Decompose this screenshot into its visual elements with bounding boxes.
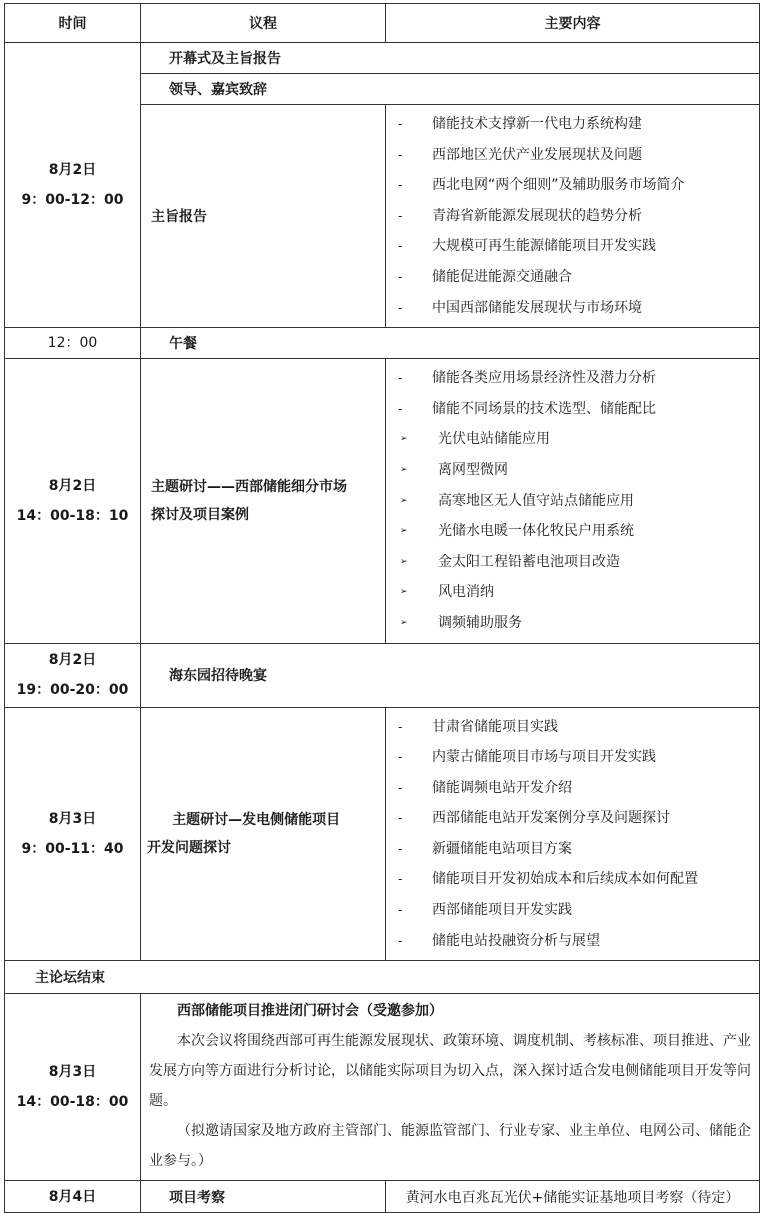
banquet-row <box>5 643 760 707</box>
list-item <box>386 742 759 773</box>
list-item <box>386 926 759 957</box>
block2-row <box>5 359 760 643</box>
banquet-time-cell <box>5 643 141 707</box>
arrow-bullet-icon: ➢ <box>400 617 408 628</box>
list-item-text: 光储水电暖一体化牧民户用系统 <box>438 523 634 540</box>
block1-time-cell <box>5 43 141 328</box>
block4-date: 8月3日 <box>48 1064 97 1081</box>
block4-content <box>141 994 760 1181</box>
lunch-row <box>5 328 760 359</box>
block4-paragraph: 本次会议将围绕西部可再生能源发展现状、政策环境、调度机制、考核标准、项目推进、产业发展方向等方面进行分析讨论，以储能实际项目为切入点，深入探讨适合发电侧储能项目开发等问题。 <box>149 1033 751 1110</box>
list-item <box>386 262 759 293</box>
block4-time: 14：00-18：00 <box>16 1094 129 1111</box>
header-content: 主要内容 <box>386 4 760 43</box>
lunch-time: 12：00 <box>5 328 141 359</box>
block3-time: 9：00-11：40 <box>21 840 124 857</box>
list-item-text: 西部地区光伏产业发展现状及问题 <box>432 146 642 163</box>
header-time: 时间 <box>5 4 141 43</box>
list-item <box>386 577 759 608</box>
dash-bullet-icon: - <box>398 401 403 416</box>
dash-bullet-icon: - <box>398 147 403 162</box>
list-item-text: 西部储能电站开发案例分享及问题探讨 <box>432 810 670 827</box>
list-item <box>386 293 759 324</box>
list-item-text: 储能电站投融资分析与展望 <box>432 932 600 949</box>
block2-list <box>386 359 759 642</box>
forum-end-label: 主论坛结束 <box>5 961 760 994</box>
list-item <box>386 394 759 425</box>
list-item <box>386 170 759 201</box>
block2-label-line2: 探讨及项目案例 <box>151 506 249 523</box>
list-item-text: 离网型微网 <box>438 461 508 478</box>
header-agenda: 议程 <box>141 4 386 43</box>
opening-label: 开幕式及主旨报告 <box>141 43 760 74</box>
list-item-text: 中国西部储能发展现状与市场环境 <box>432 299 642 316</box>
dash-bullet-icon: - <box>398 903 403 918</box>
list-item-text: 西北电网“两个细则”及辅助服务市场简介 <box>432 177 685 194</box>
list-item-text: 新疆储能电站项目方案 <box>432 840 572 857</box>
list-item <box>386 109 759 140</box>
dash-bullet-icon: - <box>398 269 403 284</box>
dash-bullet-icon: - <box>398 841 403 856</box>
block1-date: 8月2日 <box>48 162 97 179</box>
block5-label: 项目考察 <box>141 1181 386 1213</box>
block2-date: 8月2日 <box>48 477 97 494</box>
arrow-bullet-icon: ➢ <box>400 587 408 598</box>
list-item <box>386 140 759 171</box>
list-item-text: 内蒙古储能项目市场与项目开发实践 <box>432 749 656 766</box>
block3-items-cell <box>386 707 760 961</box>
block3-time-cell <box>5 707 141 961</box>
list-item-text: 储能不同场景的技术选型、储能配比 <box>432 400 656 417</box>
block5-date: 8月4日 <box>5 1181 141 1213</box>
list-item <box>386 864 759 895</box>
list-item-text: 调频辅助服务 <box>438 614 522 631</box>
list-item-text: 大规模可再生能源储能项目开发实践 <box>432 238 656 255</box>
block3-label-line1: 主题研讨—发电侧储能项目 <box>172 811 341 828</box>
list-item-text: 储能促进能源交通融合 <box>432 268 572 285</box>
block3-list <box>386 708 759 961</box>
banquet-time: 19：00-20：00 <box>16 682 129 698</box>
dash-bullet-icon: - <box>398 300 403 315</box>
list-item <box>386 201 759 232</box>
block5-content: 黄河水电百兆瓦光伏+储能实证基地项目考察（待定） <box>386 1181 760 1213</box>
dash-bullet-icon: - <box>398 719 403 734</box>
list-item <box>386 773 759 804</box>
arrow-bullet-icon: ➢ <box>400 526 408 537</box>
list-item-text: 储能调频电站开发介绍 <box>432 779 572 796</box>
dash-bullet-icon: - <box>398 371 403 386</box>
list-item <box>386 486 759 517</box>
header-row <box>5 4 760 43</box>
list-item-text: 储能项目开发初始成本和后续成本如何配置 <box>432 871 698 888</box>
list-item <box>386 455 759 486</box>
list-item <box>386 834 759 865</box>
keynote-label: 主旨报告 <box>141 105 386 328</box>
list-item <box>386 424 759 455</box>
block2-label-line1: 主题研讨——西部储能细分市场 <box>151 478 347 495</box>
block3-row <box>5 707 760 961</box>
block2-items-cell <box>386 359 760 643</box>
list-item-text: 光伏电站储能应用 <box>438 431 550 448</box>
dash-bullet-icon: - <box>398 117 403 131</box>
forum-end-row <box>5 961 760 994</box>
list-item-text: 储能各类应用场景经济性及潜力分析 <box>432 370 656 387</box>
list-item <box>386 895 759 926</box>
dash-bullet-icon: - <box>398 178 403 193</box>
list-item <box>386 231 759 262</box>
banquet-label: 海东园招待晚宴 <box>141 643 760 707</box>
arrow-bullet-icon: ➢ <box>400 434 408 445</box>
banquet-date: 8月2日 <box>48 652 97 668</box>
opening-row <box>5 43 760 74</box>
list-item-text: 金太阳工程铅蓄电池项目改造 <box>438 553 620 570</box>
block3-label <box>141 707 386 961</box>
arrow-bullet-icon: ➢ <box>400 556 408 567</box>
dash-bullet-icon: - <box>398 208 403 223</box>
block4-title: 西部储能项目推进闭门研讨会（受邀参加） <box>177 1003 443 1020</box>
arrow-bullet-icon: ➢ <box>400 495 408 506</box>
list-item-text: 风电消纳 <box>438 584 494 601</box>
list-item-text: 青海省新能源发展现状的趋势分析 <box>432 207 642 224</box>
dash-bullet-icon: - <box>398 750 403 765</box>
list-item <box>386 547 759 578</box>
agenda-table <box>4 3 760 1213</box>
block3-date: 8月3日 <box>48 810 97 827</box>
list-item <box>386 803 759 834</box>
list-item-text: 甘肃省储能项目实践 <box>432 718 558 735</box>
keynote-list <box>386 105 759 327</box>
block1-time: 9：00-12：00 <box>21 192 124 209</box>
block2-time-cell <box>5 359 141 643</box>
block2-time: 14：00-18：10 <box>16 507 129 524</box>
lunch-label: 午餐 <box>141 328 760 359</box>
list-item <box>386 516 759 547</box>
dash-bullet-icon: - <box>398 239 403 254</box>
list-item <box>386 712 759 743</box>
dash-bullet-icon: - <box>398 780 403 795</box>
list-item-text: 储能技术支撑新一代电力系统构建 <box>432 116 642 132</box>
block4-row <box>5 994 760 1181</box>
dash-bullet-icon: - <box>398 933 403 948</box>
block2-label <box>141 359 386 643</box>
list-item-text: 西部储能项目开发实践 <box>432 902 572 919</box>
list-item-text: 高寒地区无人值守站点储能应用 <box>438 492 634 509</box>
speech-label: 领导、嘉宾致辞 <box>141 74 760 105</box>
block4-note: （拟邀请国家及地方政府主管部门、能源监管部门、行业专家、业主单位、电网公司、储能企业参与。） <box>149 1123 751 1170</box>
dash-bullet-icon: - <box>398 811 403 826</box>
list-item <box>386 608 759 639</box>
keynote-items-cell <box>386 105 760 328</box>
list-item <box>386 363 759 394</box>
arrow-bullet-icon: ➢ <box>400 464 408 475</box>
block5-row <box>5 1181 760 1213</box>
dash-bullet-icon: - <box>398 872 403 887</box>
block3-label-line2: 开发问题探讨 <box>147 839 231 856</box>
block4-time-cell <box>5 994 141 1181</box>
